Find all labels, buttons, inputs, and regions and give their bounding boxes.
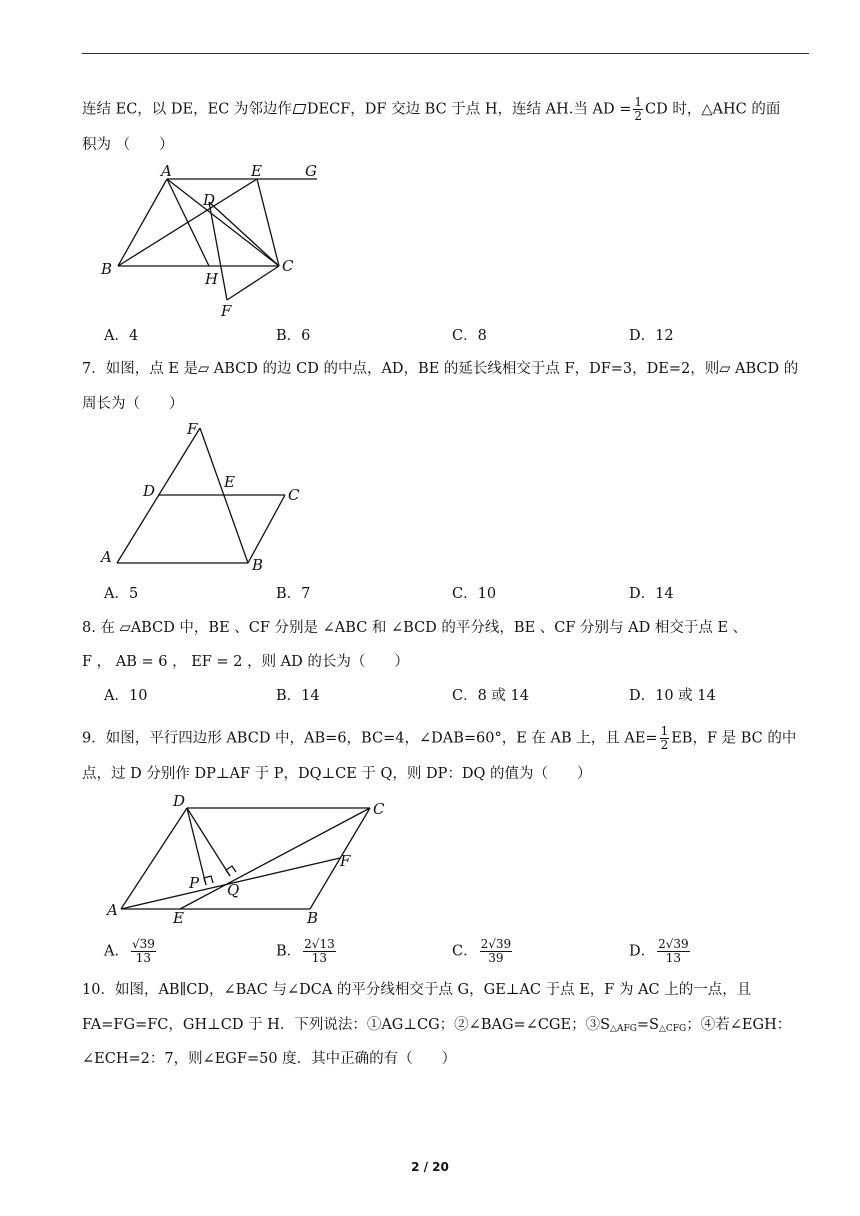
q9-option-d-den: 13	[665, 951, 682, 965]
label-D: D	[143, 482, 156, 500]
q6-math-ad: AD =	[592, 101, 632, 118]
label-Q: Q	[227, 881, 240, 899]
label-H: H	[205, 270, 219, 288]
q8-option-a[interactable]: A．10	[104, 688, 148, 704]
q6-frac-num: 1	[634, 95, 643, 109]
label-G: G	[305, 162, 317, 180]
q6-figure	[95, 158, 335, 323]
q9-option-b-num: 2√13	[304, 937, 335, 951]
q6-line1	[82, 96, 780, 123]
header-rule	[82, 53, 809, 54]
q10-line3: ∠ECH=2：7，则∠EGF=50 度．其中正确的有（ ）	[82, 1051, 457, 1067]
label-P: P	[189, 874, 200, 892]
q8-option-c[interactable]: C．8 或 14	[452, 688, 529, 704]
q8-options	[104, 686, 724, 706]
q9-line2: 点，过 D 分别作 DP⊥AF 于 P，DQ⊥CE 于 Q，则 DP：DQ 的值为（ ）	[82, 766, 592, 782]
q9-option-d[interactable]	[629, 938, 692, 965]
q6-text-d: CD 时，△AHC 的面	[645, 101, 781, 118]
q9-option-c[interactable]	[452, 938, 514, 965]
label-B: B	[252, 556, 264, 574]
label-C: C	[373, 800, 385, 818]
q9-frac-den: 2	[660, 738, 669, 752]
label-D: D	[203, 191, 216, 209]
q10-subscript-cfg: △CFG	[659, 1024, 687, 1034]
q9-frac-num: 1	[660, 724, 669, 738]
q9-option-d-num: 2√39	[658, 937, 689, 951]
label-F: F	[187, 420, 198, 438]
q6-fraction	[633, 96, 643, 123]
q9-option-d-fraction	[657, 938, 690, 965]
q9-option-d-letter: D．	[629, 943, 656, 960]
q6-option-c[interactable]: C．8	[452, 328, 487, 344]
q7-option-a[interactable]: A．5	[104, 586, 139, 602]
label-B: B	[307, 909, 319, 927]
q10-text-a: FA=FG=FC，GH⊥CD 于 H．下列说法：①AG⊥CG；②∠BAG=∠CGE；③S	[82, 1017, 611, 1033]
q10-subscript-afg: △AFG	[610, 1024, 637, 1034]
label-A: A	[101, 548, 112, 566]
label-B: B	[101, 260, 113, 278]
q10-text-b: =S	[636, 1017, 659, 1033]
q9-option-b[interactable]	[276, 938, 338, 965]
q9-text-b: EB，F 是 BC 的中	[671, 730, 797, 747]
q9-option-a[interactable]	[104, 938, 158, 965]
q6-option-d[interactable]: D．12	[629, 328, 674, 344]
q9-option-c-fraction	[480, 938, 513, 965]
q8-line2: F ， AB = 6 ， EF = 2 ，则 AD 的长为（ ）	[82, 654, 409, 670]
q9-option-a-letter: A．	[104, 943, 129, 960]
q9-option-b-fraction	[303, 938, 336, 965]
q9-option-c-num: 2√39	[480, 937, 512, 951]
label-F: F	[340, 852, 351, 870]
q7-options	[104, 584, 724, 604]
q9-option-a-num: √39	[131, 937, 155, 951]
q9-option-a-den: 13	[135, 951, 152, 965]
label-A: A	[107, 901, 118, 919]
q6-line2: 积为 （ ）	[82, 137, 174, 153]
q9-option-c-letter: C．	[452, 943, 478, 960]
q9-option-a-fraction	[131, 938, 156, 965]
q8-line1: 8. 在 ▱ABCD 中，BE 、CF 分别是 ∠ABC 和 ∠BCD 的平分线，BE 、CF 分别与 AD 相交于点 E 、	[82, 620, 748, 636]
q7-figure	[95, 420, 315, 580]
q7-option-c[interactable]: C．10	[452, 586, 497, 602]
q9-fraction	[660, 725, 670, 752]
label-E: E	[251, 162, 262, 180]
q6-text-a: 连结 EC，以 DE，EC 为邻边作	[82, 101, 292, 118]
q9-option-b-letter: B．	[276, 943, 302, 960]
q6-options	[104, 326, 724, 346]
q9-text-a: 9．如图，平行四边形 ABCD 中，AB=6，BC=4，∠DAB=60°，E 在 AB 上，且 AE=	[82, 730, 658, 747]
label-A: A	[161, 162, 172, 180]
label-C: C	[282, 257, 294, 275]
q9-options	[104, 938, 724, 972]
label-E: E	[173, 909, 184, 927]
parallelogram-symbol	[293, 104, 307, 114]
label-C: C	[288, 486, 300, 504]
q9-option-c-den: 39	[488, 951, 504, 965]
q9-option-b-den: 13	[311, 951, 328, 965]
q9-line1	[82, 725, 796, 752]
q10-line1: 10．如图，AB∥CD，∠BAC 与∠DCA 的平分线相交于点 G，GE⊥AC 于点 E，F 为 AC 上的一点，且	[82, 982, 752, 998]
q10-text-c: ；④若∠EGH：	[686, 1017, 792, 1033]
q7-option-b[interactable]: B．7	[276, 586, 311, 602]
page-number: 2 / 20	[411, 1160, 449, 1174]
q8-option-b[interactable]: B．14	[276, 688, 320, 704]
q7-line1: 7．如图，点 E 是▱ ABCD 的边 CD 的中点，AD，BE 的延长线相交于点 F，DF=3，DE=2，则▱ ABCD 的	[82, 361, 799, 377]
q9-figure	[95, 792, 395, 927]
label-D: D	[173, 792, 186, 810]
q6-option-b[interactable]: B．6	[276, 328, 311, 344]
q8-option-d[interactable]: D．10 或 14	[629, 688, 716, 704]
label-F: F	[221, 302, 232, 320]
q7-option-d[interactable]: D．14	[629, 586, 674, 602]
q6-frac-den: 2	[634, 109, 643, 123]
q10-line2	[82, 1015, 791, 1039]
q7-line2: 周长为（ ）	[82, 396, 184, 412]
q6-option-a[interactable]: A．4	[104, 328, 139, 344]
q6-text-b: DECF，DF 交边 BC 于点 H，连结 AH.当	[306, 101, 588, 118]
label-E: E	[224, 473, 235, 491]
